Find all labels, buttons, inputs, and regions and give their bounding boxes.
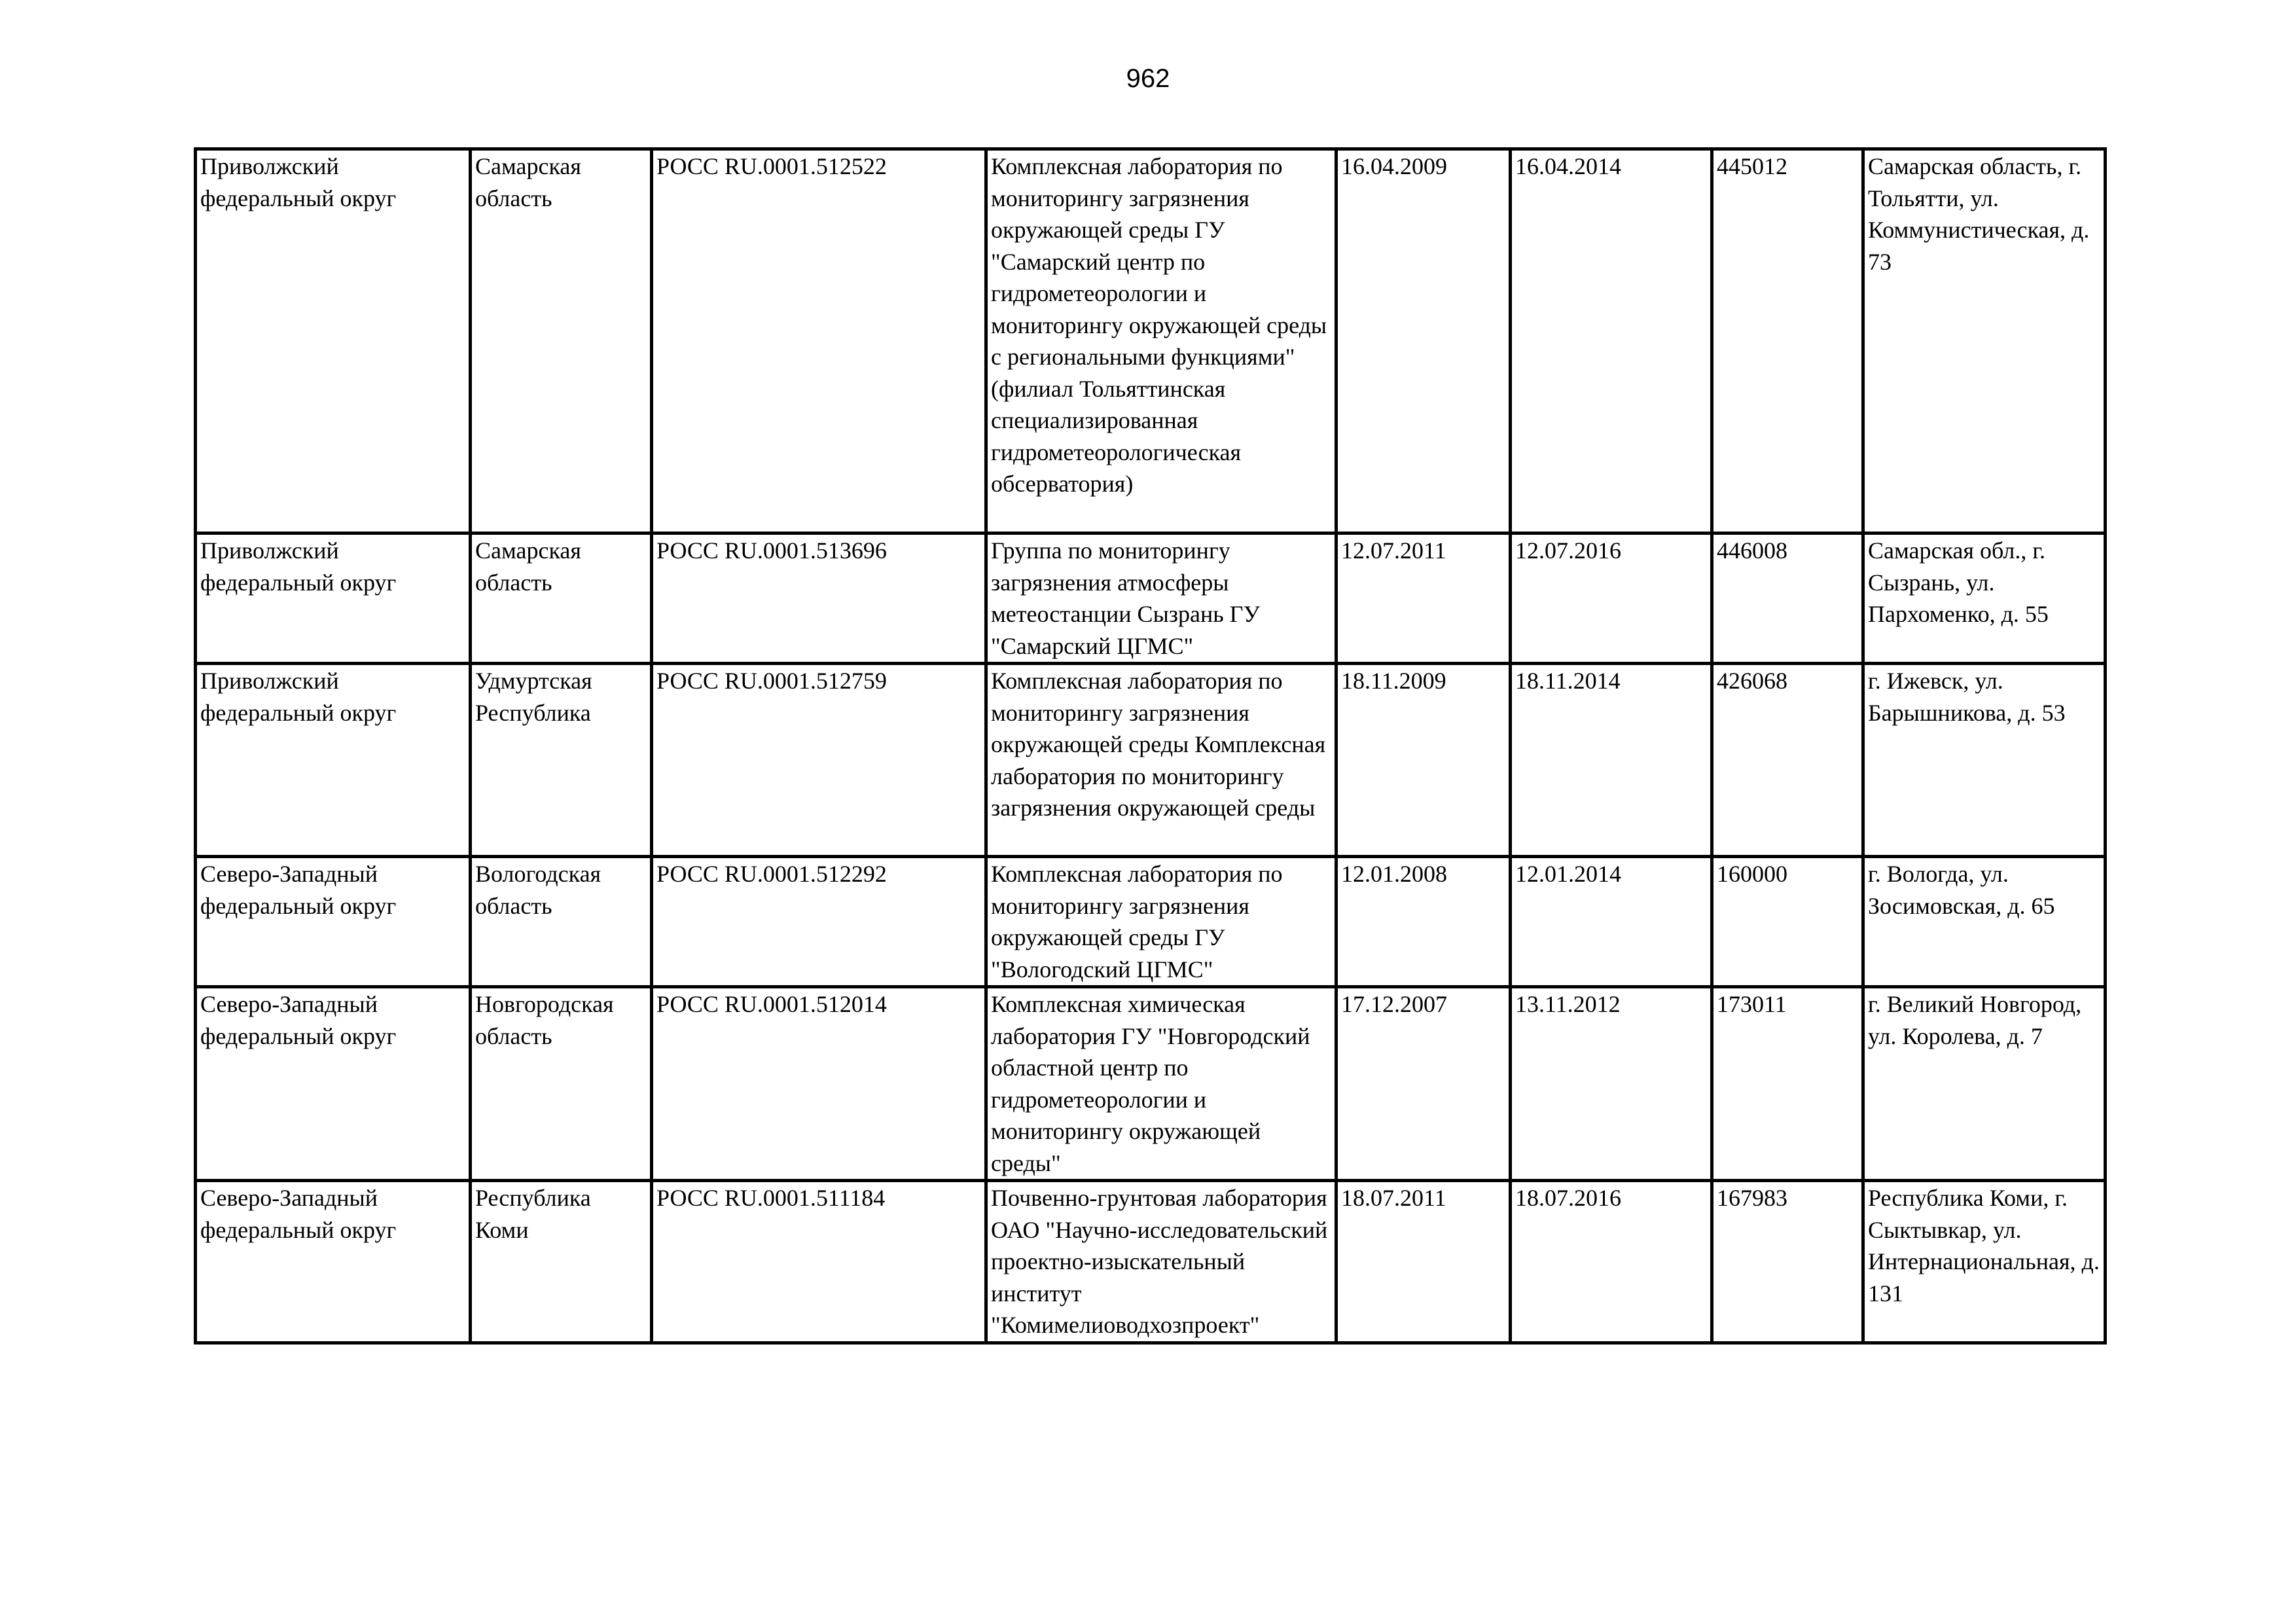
federal-district-cell: Северо-Западный федеральный округ bbox=[196, 857, 471, 987]
region-cell: Республика Коми bbox=[471, 1181, 652, 1343]
federal-district-cell: Северо-Западный федеральный округ bbox=[196, 1181, 471, 1343]
laboratory-name-cell: Комплексная лаборатория по мониторингу загрязнения окружающей среды ГУ "Вологодский ЦГМС" bbox=[986, 857, 1336, 987]
table-row bbox=[196, 664, 2106, 857]
laboratory-name-cell: Комплексная лаборатория по мониторингу загрязнения окружающей среды Комплексная лаборатория по мониторингу загрязнения окружающей среды bbox=[986, 664, 1336, 857]
certificate-number-cell: РОСС RU.0001.512759 bbox=[652, 664, 986, 857]
address-cell: Республика Коми, г. Сыктывкар, ул. Интернациональная, д. 131 bbox=[1863, 1181, 2106, 1343]
address-cell: г. Вологда, ул. Зосимовская, д. 65 bbox=[1863, 857, 2106, 987]
date-from-cell: 17.12.2007 bbox=[1336, 987, 1511, 1181]
region-cell: Самарская область bbox=[471, 149, 652, 533]
certificate-number-cell: РОСС RU.0001.512014 bbox=[652, 987, 986, 1181]
address-cell: г. Ижевск, ул. Барышникова, д. 53 bbox=[1863, 664, 2106, 857]
date-to-cell: 12.01.2014 bbox=[1511, 857, 1712, 987]
federal-district-cell: Приволжский федеральный округ bbox=[196, 664, 471, 857]
table-row bbox=[196, 987, 2106, 1181]
region-cell: Вологодская область bbox=[471, 857, 652, 987]
table-row bbox=[196, 1181, 2106, 1343]
laboratory-name-cell: Почвенно-грунтовая лаборатория ОАО "Научно-исследовательский проектно-изыскательный институт "Комимелиоводхозпроект" bbox=[986, 1181, 1336, 1343]
region-cell: Удмуртская Республика bbox=[471, 664, 652, 857]
federal-district-cell: Северо-Западный федеральный округ bbox=[196, 987, 471, 1181]
region-cell: Самарская область bbox=[471, 533, 652, 664]
date-to-cell: 16.04.2014 bbox=[1511, 149, 1712, 533]
laboratory-name-cell: Комплексная химическая лаборатория ГУ "Новгородский областной центр по гидрометеорологии и мониторингу окружающей среды" bbox=[986, 987, 1336, 1181]
date-from-cell: 18.07.2011 bbox=[1336, 1181, 1511, 1343]
date-to-cell: 18.07.2016 bbox=[1511, 1181, 1712, 1343]
page-number: 962 bbox=[1126, 64, 1170, 93]
postal-index-cell: 445012 bbox=[1712, 149, 1863, 533]
postal-index-cell: 167983 bbox=[1712, 1181, 1863, 1343]
registry-table bbox=[194, 147, 2107, 1344]
date-from-cell: 16.04.2009 bbox=[1336, 149, 1511, 533]
federal-district-cell: Приволжский федеральный округ bbox=[196, 533, 471, 664]
address-cell: Самарская область, г. Тольятти, ул. Коммунистическая, д. 73 bbox=[1863, 149, 2106, 533]
postal-index-cell: 173011 bbox=[1712, 987, 1863, 1181]
address-cell: Самарская обл., г. Сызрань, ул. Пархоменко, д. 55 bbox=[1863, 533, 2106, 664]
table-row bbox=[196, 857, 2106, 987]
certificate-number-cell: РОСС RU.0001.511184 bbox=[652, 1181, 986, 1343]
certificate-number-cell: РОСС RU.0001.512522 bbox=[652, 149, 986, 533]
postal-index-cell: 446008 bbox=[1712, 533, 1863, 664]
table-row bbox=[196, 533, 2106, 664]
laboratory-name-cell: Комплексная лаборатория по мониторингу загрязнения окружающей среды ГУ "Самарский центр по гидрометеорологии и мониторингу окружающей среды с региональными функциями" (филиал Тольяттинская специализированная гидрометеорологическая обсерватория) bbox=[986, 149, 1336, 533]
certificate-number-cell: РОСС RU.0001.512292 bbox=[652, 857, 986, 987]
address-cell: г. Великий Новгород, ул. Королева, д. 7 bbox=[1863, 987, 2106, 1181]
postal-index-cell: 160000 bbox=[1712, 857, 1863, 987]
federal-district-cell: Приволжский федеральный округ bbox=[196, 149, 471, 533]
date-to-cell: 12.07.2016 bbox=[1511, 533, 1712, 664]
date-to-cell: 13.11.2012 bbox=[1511, 987, 1712, 1181]
date-from-cell: 12.01.2008 bbox=[1336, 857, 1511, 987]
postal-index-cell: 426068 bbox=[1712, 664, 1863, 857]
certificate-number-cell: РОСС RU.0001.513696 bbox=[652, 533, 986, 664]
table-row bbox=[196, 149, 2106, 533]
date-from-cell: 12.07.2011 bbox=[1336, 533, 1511, 664]
region-cell: Новгородская область bbox=[471, 987, 652, 1181]
date-to-cell: 18.11.2014 bbox=[1511, 664, 1712, 857]
date-from-cell: 18.11.2009 bbox=[1336, 664, 1511, 857]
laboratory-name-cell: Группа по мониторингу загрязнения атмосферы метеостанции Сызрань ГУ "Самарский ЦГМС" bbox=[986, 533, 1336, 664]
